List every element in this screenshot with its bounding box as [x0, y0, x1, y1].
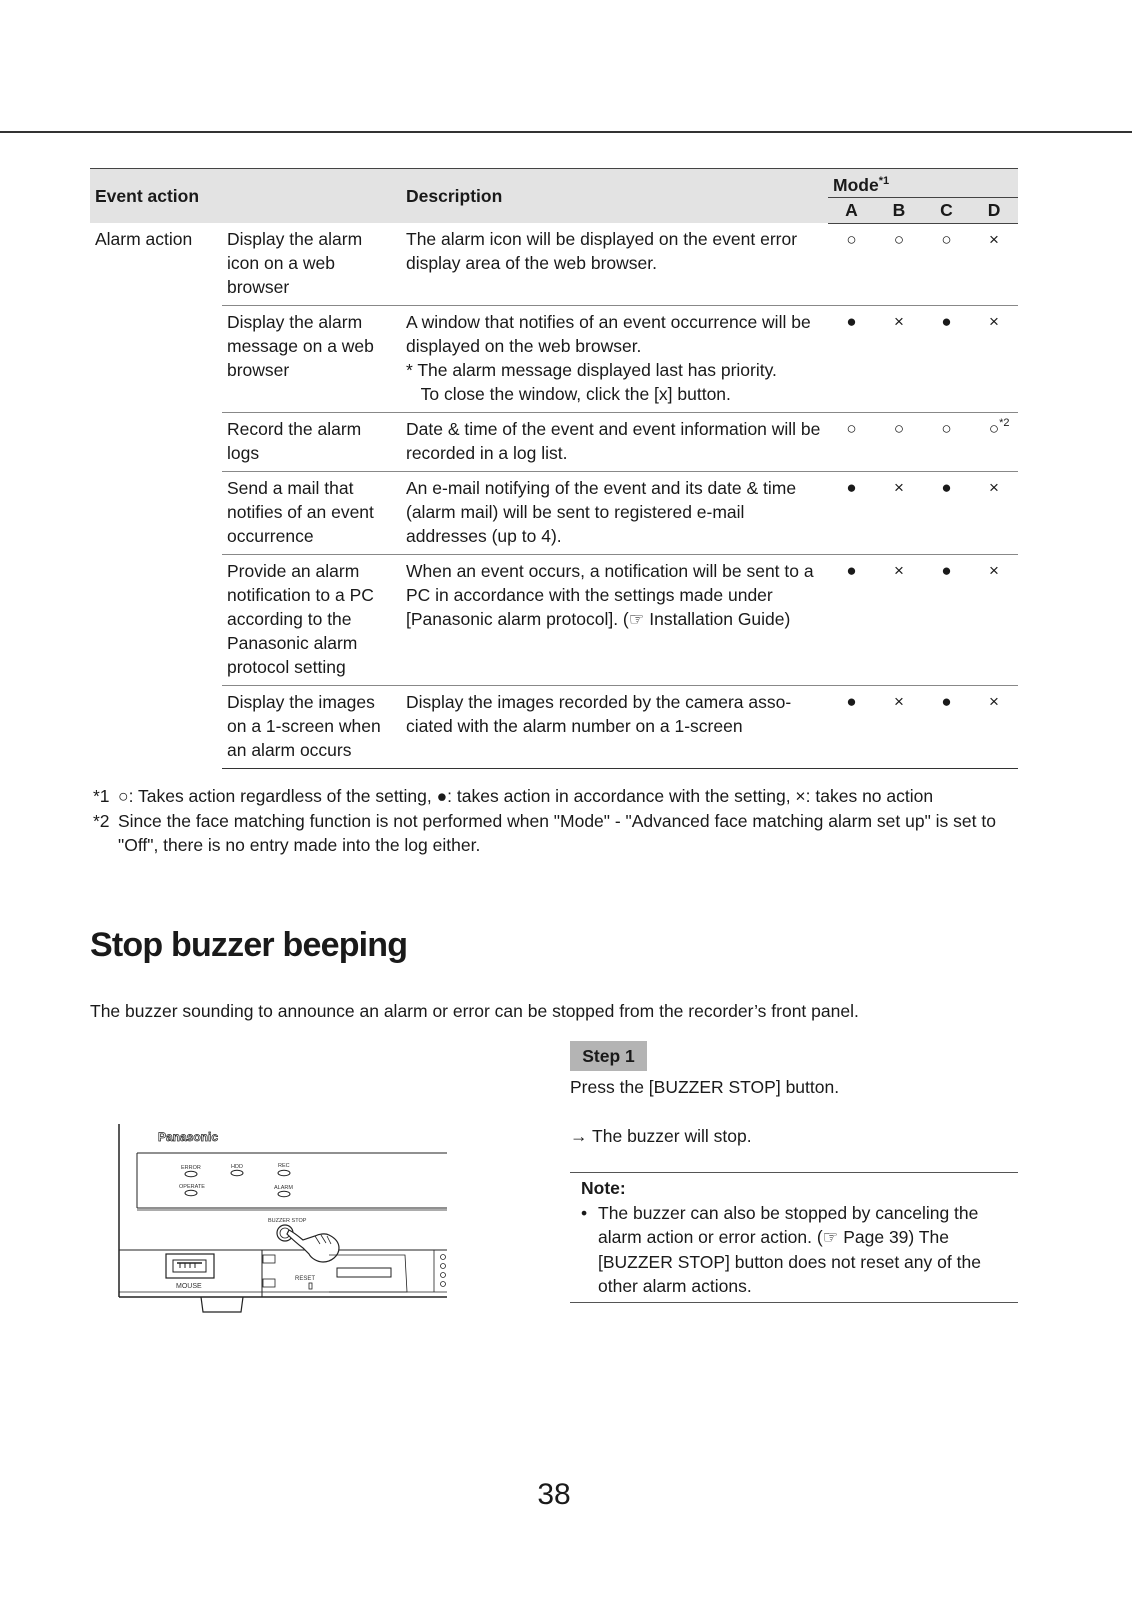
footnotes: [93, 784, 1023, 858]
label-mouse: MOUSE: [176, 1283, 202, 1290]
row-description: An e-mail notifying of the event and its date & time (alarm mail) will be sent to registered e-mail addresses (up to 4).: [401, 472, 828, 555]
front-panel-illustration: [115, 1122, 450, 1317]
operate-led-icon: [185, 1190, 197, 1196]
row-action: Provide an alarm notification to a PC according to the Panasonic alarm protocol setting: [222, 555, 401, 686]
row-description: When an event occurs, a notification will be sent to a PC in accordance with the settings made under [Panasonic alarm protocol]. (☞ Installation Guide): [401, 555, 828, 686]
mark-c: ○: [923, 413, 970, 472]
row-action: Display the images on a 1-screen when an alarm occurs: [222, 686, 401, 769]
mark-a: ●: [828, 686, 875, 769]
mark-a: ●: [828, 306, 875, 413]
step-result: → The buzzer will stop.: [570, 1126, 752, 1146]
mark-c: ○: [923, 223, 970, 306]
header-rule: [0, 131, 1132, 133]
page-number: 38: [537, 1478, 571, 1511]
table-row: [90, 686, 1018, 769]
section-intro: The buzzer sounding to announce an alarm or error can be stopped from the recorder’s front panel.: [90, 1001, 859, 1021]
mark-c: ●: [923, 472, 970, 555]
label-alarm: ALARM: [274, 1185, 293, 1191]
footnote-2: [93, 809, 1023, 858]
mark-b: ×: [875, 555, 923, 686]
mark-c: ●: [923, 686, 970, 769]
mark-d: ×: [970, 306, 1018, 413]
footnote-text: ○: Takes action regardless of the setting, ●: takes action in accordance with the setting, ×: takes no action: [118, 786, 934, 806]
table-row: [90, 413, 1018, 472]
label-reset: RESET: [295, 1276, 316, 1282]
mark-d: ×: [970, 472, 1018, 555]
mark-b: ×: [875, 686, 923, 769]
mark-b: ○: [875, 223, 923, 306]
pressing-hand-icon: [287, 1230, 339, 1262]
mark-a: ○: [828, 413, 875, 472]
mark-c: ●: [923, 306, 970, 413]
mark-b: ○: [875, 413, 923, 472]
header-mode-c: C: [923, 197, 970, 223]
note-box: [570, 1172, 1018, 1303]
row-action: Send a mail that notifies of an event occurrence: [222, 472, 401, 555]
bullet-icon: •: [581, 1202, 588, 1223]
row-description: The alarm icon will be displayed on the event error display area of the web browser.: [401, 223, 828, 306]
header-mode-b: B: [875, 197, 923, 223]
label-operate: OPERATE: [179, 1184, 205, 1190]
table-row: [90, 306, 1018, 413]
mark-d: ×: [970, 686, 1018, 769]
label-hdd: HDD: [231, 1164, 243, 1170]
mark-d: ○ *2: [970, 413, 1018, 472]
header-mode: Mode$^{*1}$: [828, 169, 1018, 198]
footnote-ref-2: *2: [999, 417, 1010, 430]
mark-d: ×: [970, 555, 1018, 686]
row-action: Display the alarm icon on a web browser: [222, 223, 401, 306]
note-item: [581, 1201, 1018, 1299]
header-description: Description: [401, 169, 828, 224]
hdd-led-icon: [231, 1170, 243, 1176]
mark-c: ●: [923, 555, 970, 686]
step-badge: Step 1: [570, 1041, 647, 1071]
row-description: Date & time of the event and event information will be recorded in a log list.: [401, 413, 828, 472]
label-rec: REC: [278, 1163, 290, 1169]
event-action-table: [90, 168, 1018, 769]
brand-logo: Panasonic: [158, 1130, 219, 1144]
mark-a: ○: [828, 223, 875, 306]
mark-b: ×: [875, 306, 923, 413]
group-label-alarm-action: Alarm action: [95, 229, 193, 250]
note-title: Note:: [581, 1178, 626, 1198]
mark-a: ●: [828, 555, 875, 686]
mark-d: ×: [970, 223, 1018, 306]
table-row: [90, 223, 1018, 306]
note-text: The buzzer can also be stopped by canceling the alarm action or error action. (☞ Page 39) The [BUZZER STOP] button does not reset any of the other alarm actions.: [598, 1202, 981, 1296]
table-row: [90, 472, 1018, 555]
footnote-mark: *2: [93, 810, 110, 831]
footnote-1: [93, 784, 1023, 809]
label-error: ERROR: [181, 1165, 201, 1171]
row-description: Display the images recorded by the camera asso-ciated with the alarm number on a 1-screen: [401, 686, 828, 769]
footnote-mark: *1: [93, 786, 110, 806]
section-title: Stop buzzer beeping: [90, 926, 408, 964]
label-buzzer-stop: BUZZER STOP: [268, 1218, 307, 1224]
mark-b: ×: [875, 472, 923, 555]
row-action: Record the alarm logs: [222, 413, 401, 472]
header-mode-d: D: [970, 197, 1018, 223]
footnote-text: Since the face matching function is not performed when "Mode" - "Advanced face matching alarm set up" is set to "Off", there is no entry made into the log either.: [118, 810, 996, 855]
header-blank: [222, 169, 401, 224]
alarm-led-icon: [278, 1191, 290, 1197]
header-mode-a: A: [828, 197, 875, 223]
error-led-icon: [185, 1171, 197, 1177]
header-event-action: Event action: [90, 169, 222, 224]
table-row: [90, 555, 1018, 686]
mark-a: ●: [828, 472, 875, 555]
rec-led-icon: [278, 1170, 290, 1176]
row-action: Display the alarm message on a web browser: [222, 306, 401, 413]
step-instruction: Press the [BUZZER STOP] button.: [570, 1077, 840, 1097]
row-description: A window that notifies of an event occurrence will be displayed on the web browser. * The alarm message displayed last has priority. To close the window, click the [x] button.: [401, 306, 828, 413]
